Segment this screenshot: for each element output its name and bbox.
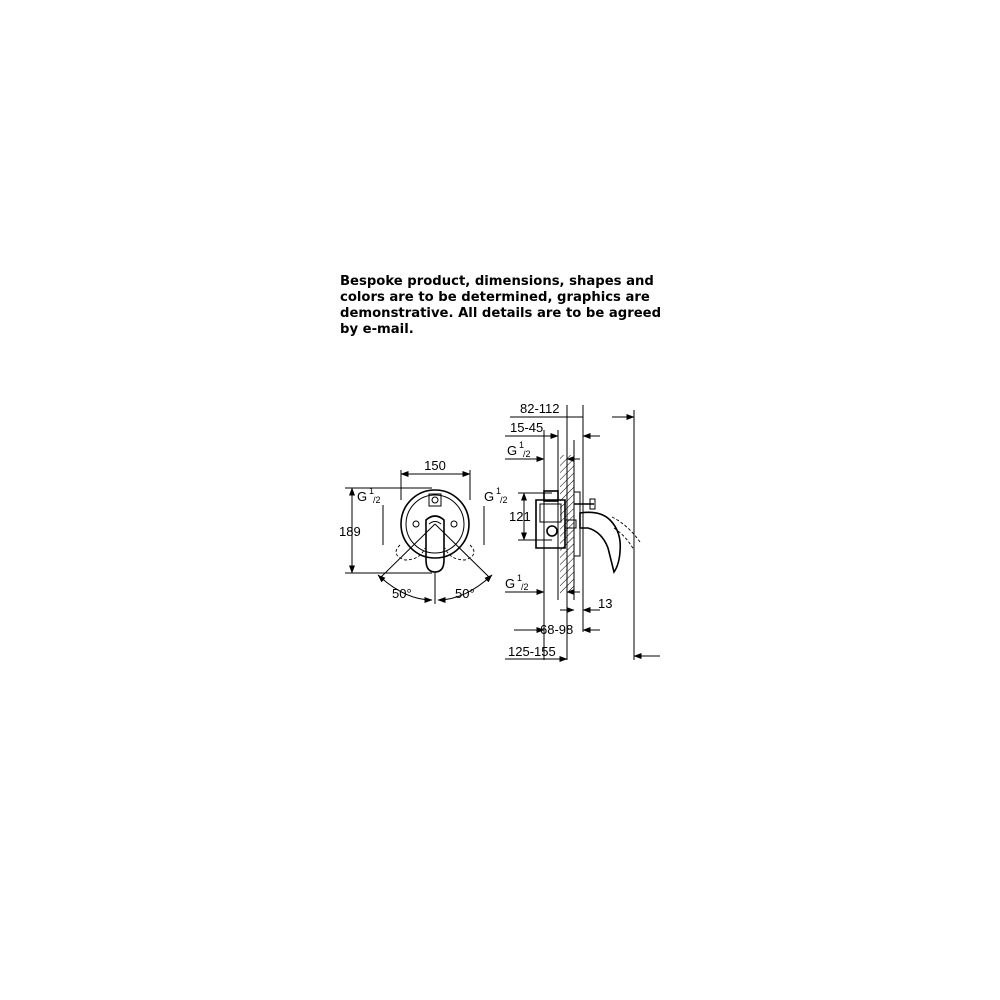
disclaimer-line: colors are to be determined, graphics are (340, 290, 650, 305)
dim-depth-mid-label: 68-98 (540, 622, 574, 637)
side-view (505, 401, 660, 660)
diverter-knob-center (432, 497, 438, 503)
lever-highlight (429, 522, 441, 525)
thread-g-label: G (357, 489, 368, 504)
dim-height-inner-label: 121 (509, 509, 531, 524)
disclaimer-line: Bespoke product, dimensions, shapes and (340, 274, 654, 289)
front-view (339, 458, 508, 604)
thread-den-label: /2 (373, 495, 381, 505)
rosette-side (574, 492, 580, 556)
dim-height-label: 189 (339, 524, 361, 539)
lever-side-profile (580, 512, 620, 572)
dim-offset-label: 13 (598, 596, 613, 611)
thread-num-label: 1 (369, 486, 375, 496)
angle-left-label: 50° (392, 586, 412, 601)
dim-width-label: 150 (424, 458, 446, 473)
screw-left (413, 521, 419, 527)
thread-g-label: G (505, 576, 516, 591)
thread-den-label: /2 (521, 582, 529, 592)
thread-g-label: G (507, 443, 518, 458)
thread-num-label: 1 (517, 573, 523, 583)
dim-depth-wall-label: 15-45 (510, 420, 544, 435)
screw-right (451, 521, 457, 527)
thread-den-label: /2 (523, 449, 531, 459)
dim-depth-total-label: 82-112 (520, 401, 560, 416)
thread-den-label: /2 (500, 495, 508, 505)
dim-depth-max-label: 125-155 (508, 644, 556, 659)
disclaimer-line: demonstrative. All details are to be agreed (340, 306, 662, 321)
thread-num-label: 1 (519, 440, 525, 450)
disclaimer-line: by e-mail. (340, 322, 414, 337)
thread-num-label: 1 (496, 486, 502, 496)
angle-right-label: 50° (455, 586, 475, 601)
thread-g-label: G (484, 489, 495, 504)
outlet-port (547, 526, 557, 536)
